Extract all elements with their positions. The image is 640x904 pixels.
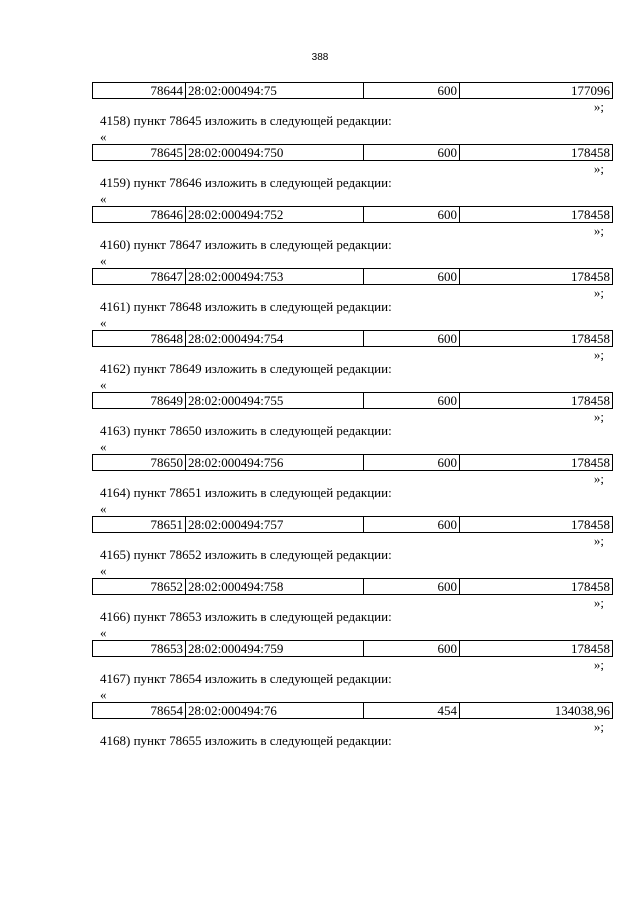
area-cell: 600 bbox=[364, 393, 460, 409]
row-number-cell: 78646 bbox=[93, 207, 186, 223]
amendment-instruction: 4163) пункт 78650 изложить в следующей редакции: bbox=[100, 423, 392, 438]
table-row bbox=[92, 640, 613, 657]
closing-quote: »; bbox=[593, 285, 604, 300]
cadastral-number-cell: 28:02:000494:758 bbox=[186, 579, 364, 595]
amendment-instruction: 4159) пункт 78646 изложить в следующей редакции: bbox=[100, 175, 392, 190]
opening-quote: « bbox=[100, 129, 107, 144]
page-number: 388 bbox=[311, 52, 329, 63]
table-row bbox=[92, 454, 613, 471]
row-number-cell: 78650 bbox=[93, 455, 186, 471]
closing-quote: »; bbox=[593, 99, 604, 114]
amendment-instruction: 4160) пункт 78647 изложить в следующей редакции: bbox=[100, 237, 392, 252]
cadastral-number-cell: 28:02:000494:76 bbox=[186, 703, 364, 719]
value-cell: 178458 bbox=[460, 331, 613, 347]
table-row bbox=[92, 578, 613, 595]
row-number-cell: 78654 bbox=[93, 703, 186, 719]
closing-quote: »; bbox=[593, 595, 604, 610]
row-number-cell: 78648 bbox=[93, 331, 186, 347]
cadastral-number-cell: 28:02:000494:753 bbox=[186, 269, 364, 285]
opening-quote: « bbox=[100, 625, 107, 640]
closing-quote: »; bbox=[593, 719, 604, 734]
table-row bbox=[92, 206, 613, 223]
opening-quote: « bbox=[100, 191, 107, 206]
area-cell: 454 bbox=[364, 703, 460, 719]
table-row bbox=[92, 516, 613, 533]
area-cell: 600 bbox=[364, 145, 460, 161]
table-row bbox=[92, 144, 613, 161]
row-number-cell: 78644 bbox=[93, 83, 186, 99]
cadastral-number-cell: 28:02:000494:756 bbox=[186, 455, 364, 471]
row-number-cell: 78649 bbox=[93, 393, 186, 409]
table-row bbox=[92, 702, 613, 719]
closing-quote: »; bbox=[593, 223, 604, 238]
area-cell: 600 bbox=[364, 579, 460, 595]
table-row bbox=[92, 330, 613, 347]
closing-quote: »; bbox=[593, 409, 604, 424]
row-number-cell: 78645 bbox=[93, 145, 186, 161]
amendment-instruction: 4165) пункт 78652 изложить в следующей редакции: bbox=[100, 547, 392, 562]
row-number-cell: 78652 bbox=[93, 579, 186, 595]
closing-quote: »; bbox=[593, 471, 604, 486]
cadastral-number-cell: 28:02:000494:759 bbox=[186, 641, 364, 657]
cadastral-number-cell: 28:02:000494:754 bbox=[186, 331, 364, 347]
row-number-cell: 78651 bbox=[93, 517, 186, 533]
amendment-instruction: 4167) пункт 78654 изложить в следующей редакции: bbox=[100, 671, 392, 686]
value-cell: 178458 bbox=[460, 455, 613, 471]
value-cell: 178458 bbox=[460, 269, 613, 285]
value-cell: 178458 bbox=[460, 207, 613, 223]
cadastral-number-cell: 28:02:000494:750 bbox=[186, 145, 364, 161]
opening-quote: « bbox=[100, 563, 107, 578]
table-row bbox=[92, 392, 613, 409]
area-cell: 600 bbox=[364, 641, 460, 657]
opening-quote: « bbox=[100, 439, 107, 454]
value-cell: 177096 bbox=[460, 83, 613, 99]
cadastral-number-cell: 28:02:000494:757 bbox=[186, 517, 364, 533]
opening-quote: « bbox=[100, 687, 107, 702]
area-cell: 600 bbox=[364, 331, 460, 347]
area-cell: 600 bbox=[364, 207, 460, 223]
opening-quote: « bbox=[100, 253, 107, 268]
area-cell: 600 bbox=[364, 83, 460, 99]
cadastral-number-cell: 28:02:000494:75 bbox=[186, 83, 364, 99]
cadastral-number-cell: 28:02:000494:755 bbox=[186, 393, 364, 409]
value-cell: 178458 bbox=[460, 145, 613, 161]
row-number-cell: 78647 bbox=[93, 269, 186, 285]
amendment-instruction: 4168) пункт 78655 изложить в следующей редакции: bbox=[100, 733, 392, 748]
value-cell: 178458 bbox=[460, 641, 613, 657]
opening-quote: « bbox=[100, 315, 107, 330]
opening-quote: « bbox=[100, 377, 107, 392]
row-number-cell: 78653 bbox=[93, 641, 186, 657]
closing-quote: »; bbox=[593, 347, 604, 362]
value-cell: 178458 bbox=[460, 517, 613, 533]
table-row bbox=[92, 268, 613, 285]
value-cell: 178458 bbox=[460, 579, 613, 595]
closing-quote: »; bbox=[593, 533, 604, 548]
closing-quote: »; bbox=[593, 161, 604, 176]
value-cell: 134038,96 bbox=[460, 703, 613, 719]
amendment-instruction: 4158) пункт 78645 изложить в следующей редакции: bbox=[100, 113, 392, 128]
amendment-instruction: 4161) пункт 78648 изложить в следующей редакции: bbox=[100, 299, 392, 314]
value-cell: 178458 bbox=[460, 393, 613, 409]
area-cell: 600 bbox=[364, 517, 460, 533]
area-cell: 600 bbox=[364, 455, 460, 471]
amendment-instruction: 4162) пункт 78649 изложить в следующей редакции: bbox=[100, 361, 392, 376]
cadastral-number-cell: 28:02:000494:752 bbox=[186, 207, 364, 223]
amendment-instruction: 4166) пункт 78653 изложить в следующей редакции: bbox=[100, 609, 392, 624]
opening-quote: « bbox=[100, 501, 107, 516]
area-cell: 600 bbox=[364, 269, 460, 285]
amendment-instruction: 4164) пункт 78651 изложить в следующей редакции: bbox=[100, 485, 392, 500]
document-body bbox=[92, 82, 610, 749]
closing-quote: »; bbox=[593, 657, 604, 672]
table-row bbox=[92, 82, 613, 99]
amendment-blocks bbox=[92, 113, 610, 733]
